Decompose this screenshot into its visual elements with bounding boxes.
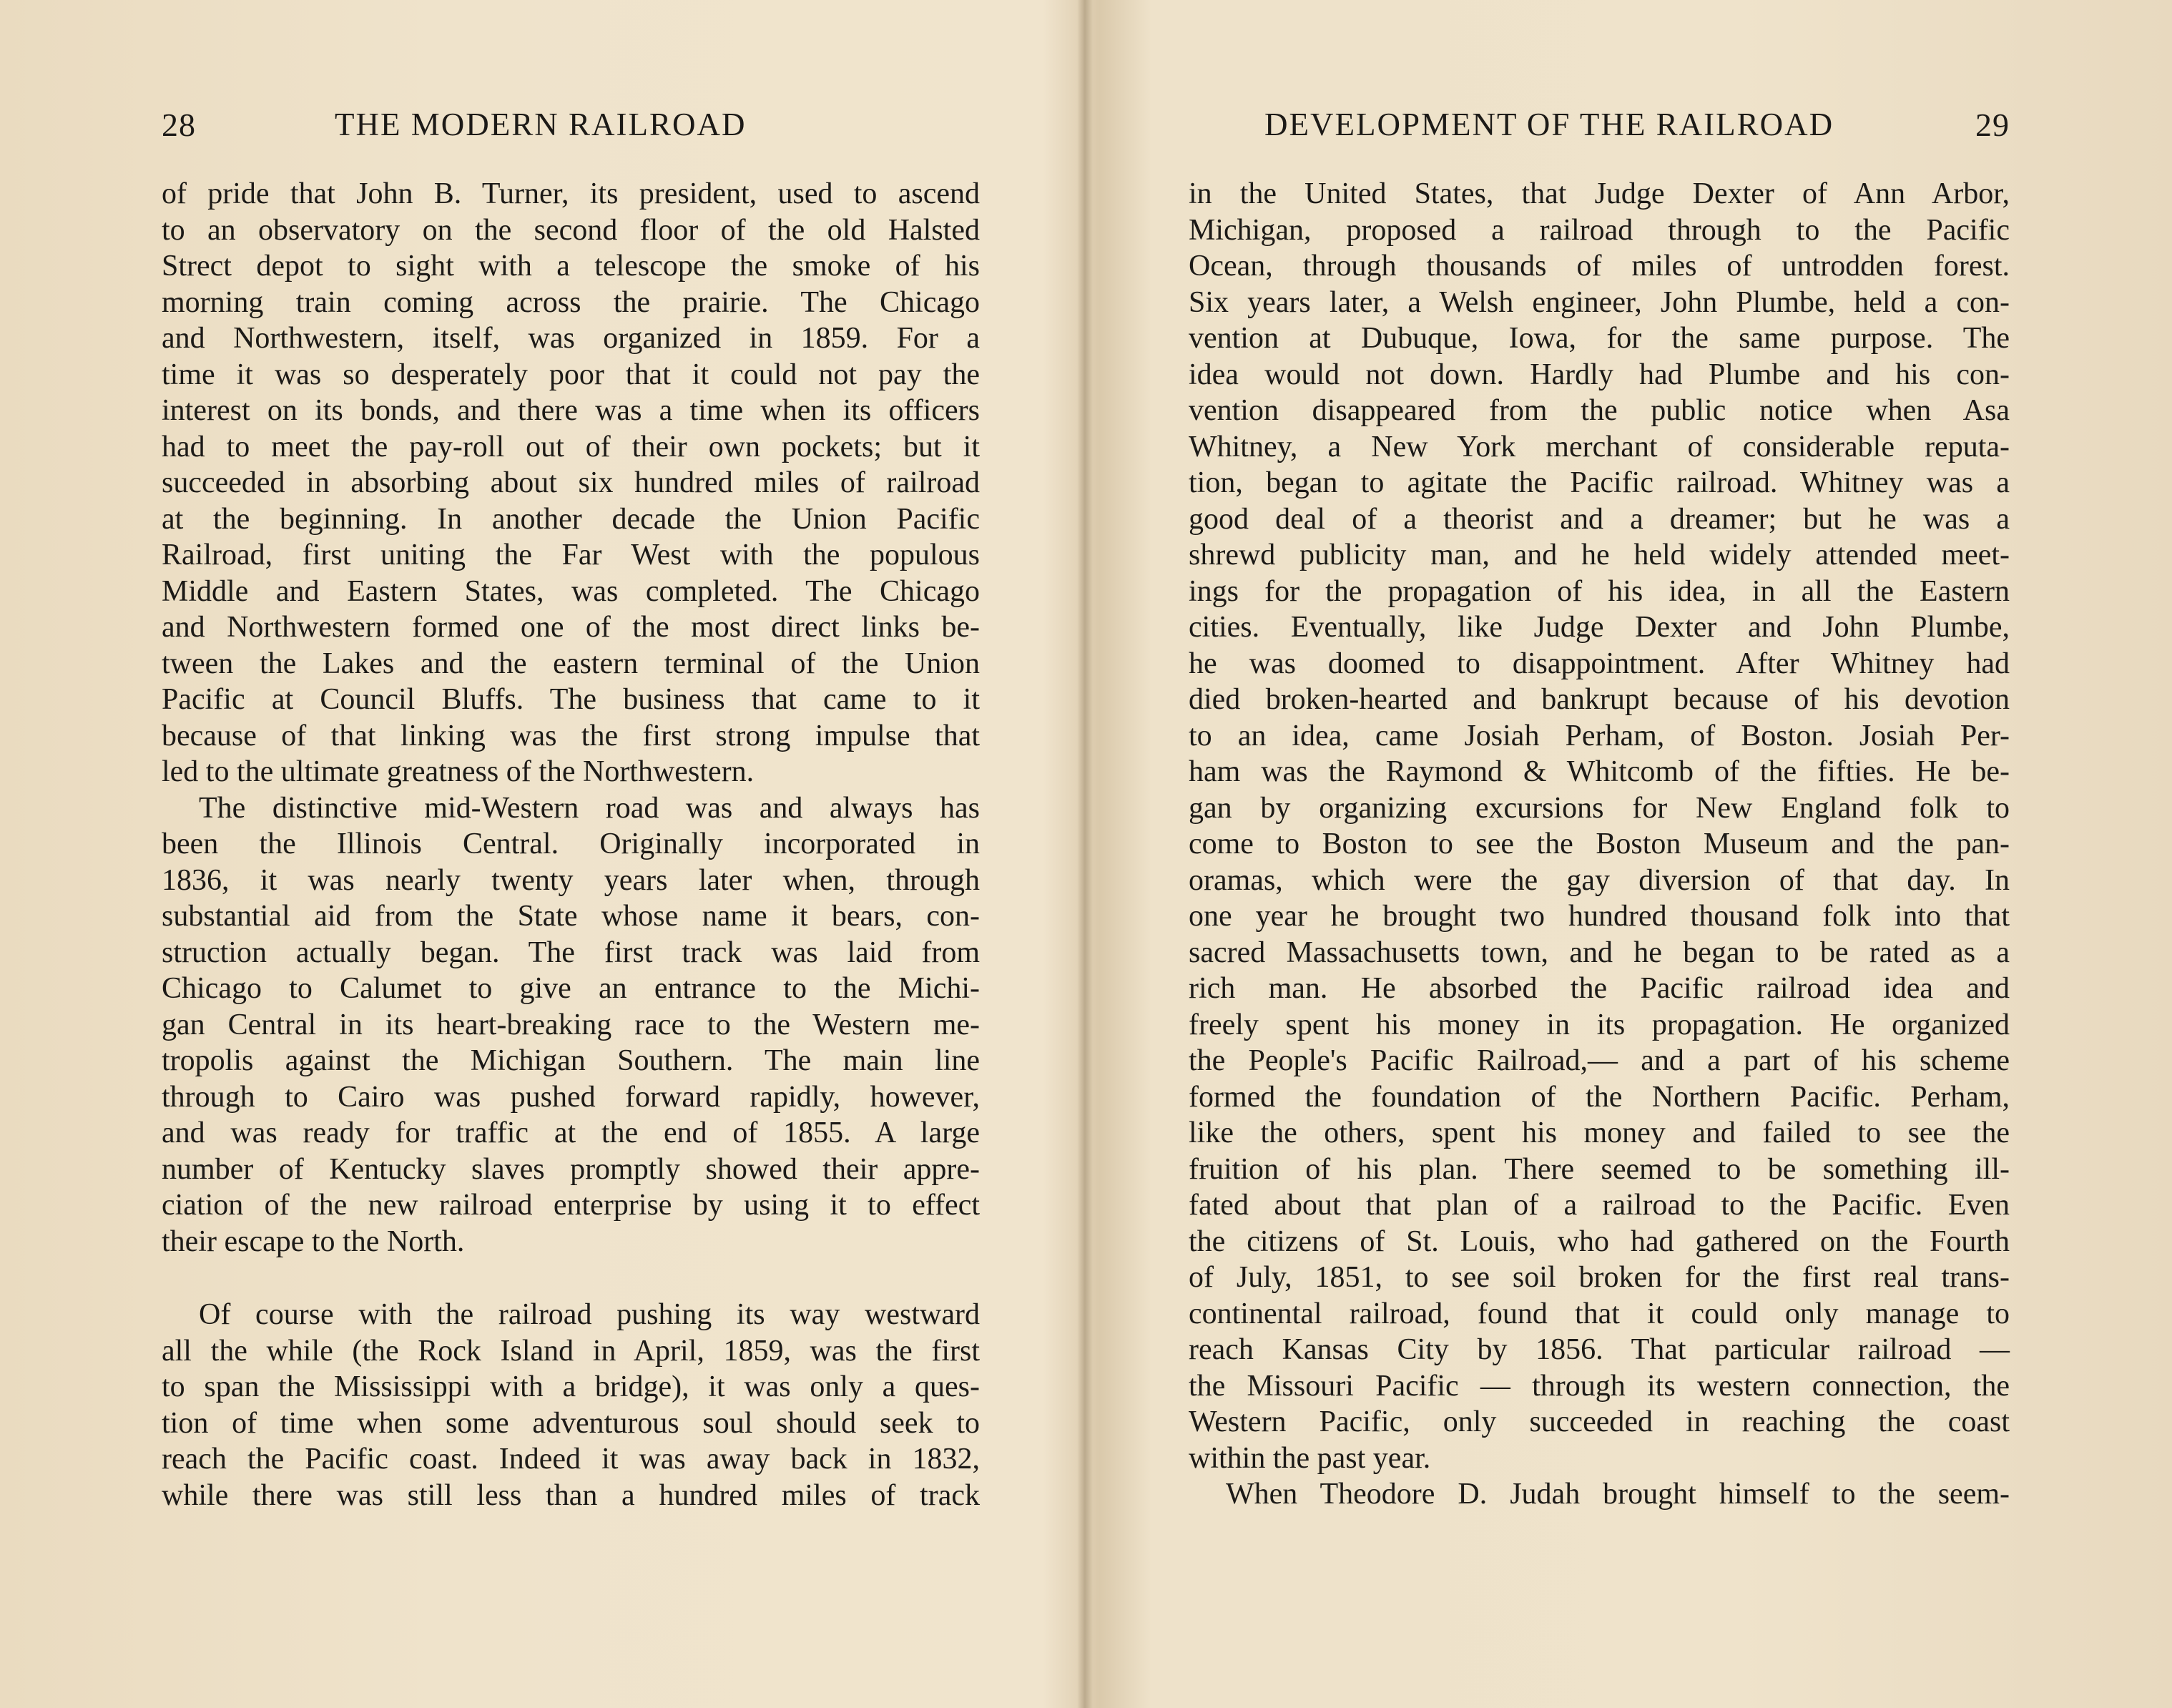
text-line: their escape to the North. [162, 1224, 465, 1258]
running-head-title: DEVELOPMENT OF THE RAILROAD [1264, 107, 1834, 142]
page-number: 29 [1975, 107, 2010, 143]
text-line: while there was still less than a hundred miles of track [162, 1478, 980, 1512]
text-line: had to meet the pay-roll out of their own pockets; but it [162, 430, 980, 463]
text-line: all the while (the Rock Island in April, 1859, was the first [162, 1334, 980, 1368]
text-line: led to the ultimate greatness of the Northwestern. [162, 755, 755, 788]
text-line: reach Kansas City by 1856. That particular railroad — [1189, 1333, 2010, 1366]
text-line: Railroad, first uniting the Far West with the populous [162, 539, 980, 571]
text-line: the People's Pacific Railroad,— and a part of his scheme [1189, 1044, 2010, 1077]
text-line: reach the Pacific coast. Indeed it was away back in 1832, [162, 1443, 980, 1476]
text-line: time it was so desperately poor that it could not pay the [162, 358, 980, 391]
text-line: morning train coming across the prairie. The Chicago [162, 285, 980, 319]
paragraph-gap [162, 1260, 980, 1297]
text-line: vention at Dubuque, Iowa, for the same purpose. The [1189, 322, 2010, 355]
text-line: sacred Massachusetts town, and he began to be rated as a [1189, 936, 2010, 969]
text-line: the Missouri Pacific — through its western connection, the [1189, 1369, 2010, 1403]
text-line: Strect depot to sight with a telescope the smoke of his [162, 250, 980, 283]
text-line: of pride that John B. Turner, its president, used to ascend [162, 177, 980, 210]
text-line: succeeded in absorbing about six hundred miles of railroad [162, 466, 980, 499]
text-line: ciation of the new railroad enterprise by using it to effect [162, 1189, 980, 1222]
right-page [1189, 106, 2010, 1513]
text-line: Middle and Eastern States, was completed. The Chicago [162, 574, 980, 608]
text-line: to an idea, came Josiah Perham, of Boston. Josiah Per- [1189, 719, 2010, 752]
text-line: tween the Lakes and the eastern terminal of the Union [162, 647, 980, 680]
text-line: tion of time when some adventurous soul should seek to [162, 1406, 980, 1440]
text-line: one year he brought two hundred thousand folk into that [1189, 900, 2010, 933]
book-gutter [1077, 0, 1093, 1708]
text-line: the citizens of St. Louis, who had gathered on the Fourth [1189, 1224, 2010, 1258]
text-line: interest on its bonds, and there was a time when its officers [162, 394, 980, 427]
text-line: The distinctive mid-Western road was and always has [199, 791, 980, 825]
text-line: through to Cairo was pushed forward rapidly, however, [162, 1080, 980, 1114]
text-line: ings for the propagation of his idea, in all the Eastern [1189, 574, 2010, 608]
text-line: cities. Eventually, like Judge Dexter and John Plumbe, [1189, 611, 2010, 644]
text-line: Pacific at Council Bluffs. The business that came to it [162, 683, 980, 716]
text-line: Michigan, proposed a railroad through to the Pacific [1189, 213, 2010, 247]
text-line: to an observatory on the second floor of the old Halsted [162, 213, 980, 247]
text-line: fruition of his plan. There seemed to be something ill- [1189, 1152, 2010, 1186]
text-line: of July, 1851, to see soil broken for the first real trans- [1189, 1261, 2010, 1294]
text-line: Of course with the railroad pushing its way westward [199, 1298, 980, 1331]
text-line: and was ready for traffic at the end of 1855. A large [162, 1116, 980, 1149]
text-line: ham was the Raymond & Whitcomb of the fifties. He be- [1189, 755, 2010, 788]
text-line: within the past year. [1189, 1441, 1431, 1475]
text-line: gan by organizing excursions for New England folk to [1189, 791, 2010, 825]
text-line: Whitney, a New York merchant of considerable reputa- [1189, 430, 2010, 463]
text-line: and Northwestern, itself, was organized in 1859. For a [162, 322, 980, 355]
text-line: gan Central in its heart-breaking race to the Western me- [162, 1008, 980, 1041]
text-line: died broken-hearted and bankrupt because of his devotion [1189, 683, 2010, 716]
right-running-head [1189, 106, 2010, 149]
text-line: Western Pacific, only succeeded in reaching the coast [1189, 1405, 2010, 1438]
text-line: to span the Mississippi with a bridge), it was only a ques- [162, 1370, 980, 1403]
text-line: tion, began to agitate the Pacific railroad. Whitney was a [1189, 466, 2010, 499]
text-line: tropolis against the Michigan Southern. The main line [162, 1044, 980, 1077]
text-line: rich man. He absorbed the Pacific railroad idea and [1189, 972, 2010, 1005]
right-body-text [1189, 176, 2010, 1513]
text-line: Ocean, through thousands of miles of untrodden forest. [1189, 250, 2010, 283]
page-number: 28 [162, 107, 196, 143]
text-line: number of Kentucky slaves promptly showed their appre- [162, 1152, 980, 1186]
text-line: shrewd publicity man, and he held widely attended meet- [1189, 539, 2010, 571]
text-line: because of that linking was the first strong impulse that [162, 719, 980, 752]
text-line: and Northwestern formed one of the most direct links be- [162, 611, 980, 644]
text-line: Six years later, a Welsh engineer, John Plumbe, held a con- [1189, 285, 2010, 319]
text-line: When Theodore D. Judah brought himself to the seem- [1226, 1478, 2010, 1511]
text-line: like the others, spent his money and failed to see the [1189, 1116, 2010, 1149]
text-line: he was doomed to disappointment. After Whitney had [1189, 647, 2010, 680]
text-line: 1836, it was nearly twenty years later when, through [162, 863, 980, 897]
text-line: idea would not down. Hardly had Plumbe and his con- [1189, 358, 2010, 391]
text-line: oramas, which were the gay diversion of that day. In [1189, 863, 2010, 897]
text-line: at the beginning. In another decade the Union Pacific [162, 502, 980, 536]
left-page [162, 106, 980, 1513]
text-line: freely spent his money in its propagation. He organized [1189, 1008, 2010, 1041]
text-line: good deal of a theorist and a dreamer; but he was a [1189, 502, 2010, 536]
text-line: in the United States, that Judge Dexter of Ann Arbor, [1189, 177, 2010, 210]
text-line: vention disappeared from the public notice when Asa [1189, 394, 2010, 427]
running-head-title: THE MODERN RAILROAD [335, 107, 747, 142]
text-line: fated about that plan of a railroad to the Pacific. Even [1189, 1189, 2010, 1222]
text-line: been the Illinois Central. Originally incorporated in [162, 828, 980, 860]
text-line: come to Boston to see the Boston Museum and the pan- [1189, 828, 2010, 860]
text-line: substantial aid from the State whose name it bears, con- [162, 900, 980, 933]
text-line: struction actually began. The first track was laid from [162, 936, 980, 969]
text-line: continental railroad, found that it could only manage to [1189, 1297, 2010, 1330]
left-body-text [162, 176, 980, 1513]
text-line: formed the foundation of the Northern Pacific. Perham, [1189, 1080, 2010, 1114]
text-line: Chicago to Calumet to give an entrance to the Michi- [162, 972, 980, 1005]
left-running-head [162, 106, 980, 149]
